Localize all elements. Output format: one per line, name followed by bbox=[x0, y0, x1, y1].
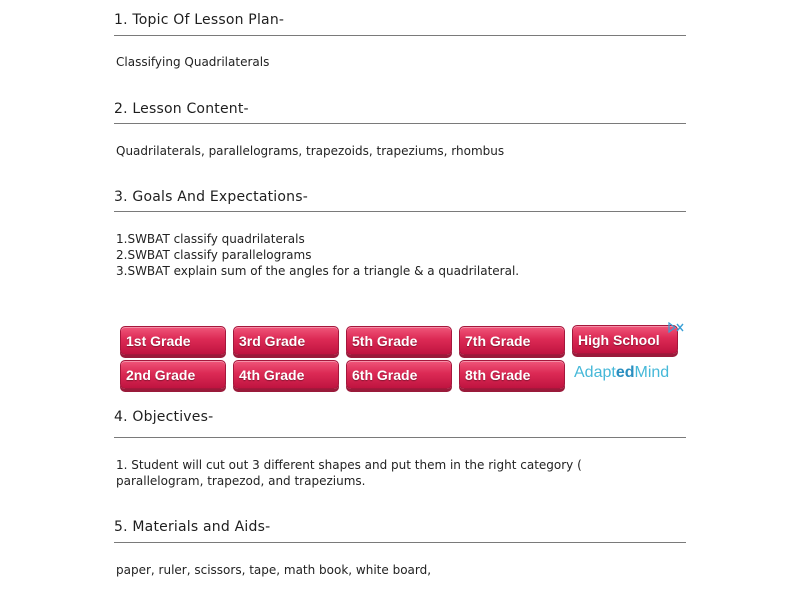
section-body-materials bbox=[116, 562, 676, 578]
ad-button-high-school[interactable]: High School bbox=[572, 325, 678, 354]
section-body-goals bbox=[116, 231, 676, 279]
ad-button-6th-grade[interactable]: 6th Grade bbox=[346, 360, 452, 389]
section-divider bbox=[114, 542, 686, 543]
ad-button-8th-grade[interactable]: 8th Grade bbox=[459, 360, 565, 389]
section-divider bbox=[114, 437, 686, 438]
section-heading-materials: 5. Materials and Aids- bbox=[114, 519, 271, 535]
adchoices-icon[interactable] bbox=[668, 322, 684, 333]
section-divider bbox=[114, 35, 686, 36]
ad-button-4th-grade[interactable]: 4th Grade bbox=[233, 360, 339, 389]
ad-button-2nd-grade[interactable]: 2nd Grade bbox=[120, 360, 226, 389]
brand-part: ed bbox=[615, 364, 635, 381]
brand-part: Adapt bbox=[574, 364, 616, 381]
section-divider bbox=[114, 211, 686, 212]
section-body-content bbox=[116, 143, 676, 159]
section-heading-goals: 3. Goals And Expectations- bbox=[114, 189, 308, 205]
objective-line: parallelogram, trapezod, and trapeziums. bbox=[116, 474, 366, 488]
objective-line: 1. Student will cut out 3 different shapes and put them in the right category ( bbox=[116, 458, 582, 472]
section-body-objectives bbox=[116, 457, 676, 489]
ad-button-7th-grade[interactable]: 7th Grade bbox=[459, 326, 565, 355]
section-body-topic bbox=[116, 54, 676, 70]
brand-part: Mind bbox=[634, 364, 670, 381]
goal-line: 3.SWBAT explain sum of the angles for a triangle & a quadrilateral. bbox=[116, 264, 520, 278]
section-heading-content: 2. Lesson Content- bbox=[114, 101, 249, 117]
adaptedmind-logo[interactable] bbox=[574, 364, 684, 382]
goal-line: 1.SWBAT classify quadrilaterals bbox=[116, 232, 305, 246]
grade-ad-banner[interactable] bbox=[114, 322, 686, 393]
topic-text: Classifying Quadrilaterals bbox=[116, 55, 270, 69]
section-heading-objectives: 4. Objectives- bbox=[114, 409, 214, 425]
ad-button-1st-grade[interactable]: 1st Grade bbox=[120, 326, 226, 355]
ad-button-5th-grade[interactable]: 5th Grade bbox=[346, 326, 452, 355]
section-divider bbox=[114, 123, 686, 124]
section-heading-topic: 1. Topic Of Lesson Plan- bbox=[114, 12, 285, 28]
ad-button-3rd-grade[interactable]: 3rd Grade bbox=[233, 326, 339, 355]
content-text: Quadrilaterals, parallelograms, trapezoids, trapeziums, rhombus bbox=[116, 144, 505, 158]
goal-line: 2.SWBAT classify parallelograms bbox=[116, 248, 312, 262]
materials-text: paper, ruler, scissors, tape, math book, white board, bbox=[116, 563, 432, 577]
